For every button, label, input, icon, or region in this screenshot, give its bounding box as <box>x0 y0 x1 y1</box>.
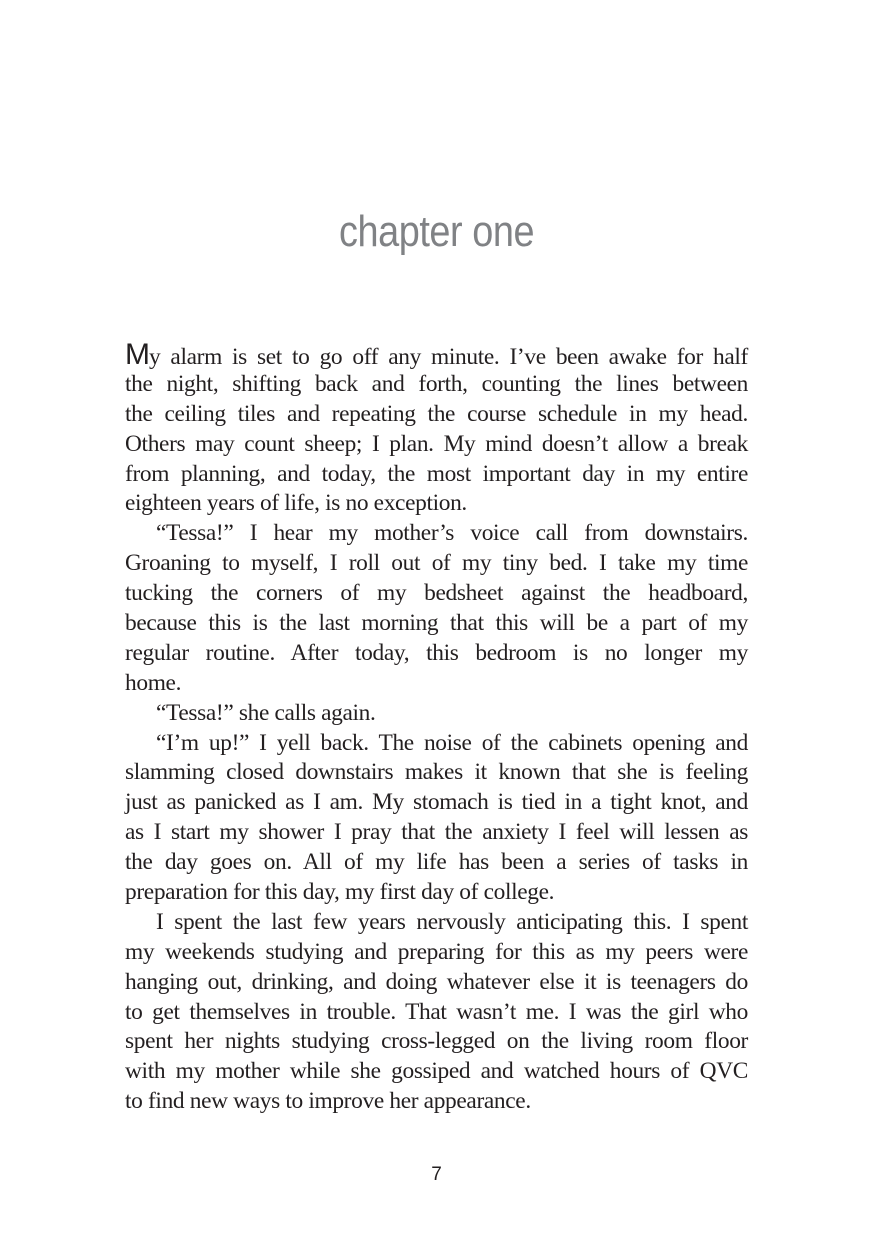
text-line: preparation for this day, my first day of college. <box>125 879 555 906</box>
text-line: because this is the last morning that this will be a part of my <box>125 610 748 637</box>
text-line <box>125 340 748 370</box>
text-line: as I start my shower I pray that the anxiety I feel will lessen as <box>125 819 748 846</box>
chapter-title: chapter one <box>339 207 535 256</box>
text-line: eighteen years of life, is no exception. <box>125 490 467 517</box>
drop-cap: M <box>125 338 149 371</box>
page-number: 7 <box>431 1164 442 1185</box>
paragraph-2 <box>125 519 748 698</box>
text-line: “Tessa!” she calls again. <box>156 699 376 726</box>
paragraph-1 <box>125 340 748 519</box>
text-line: tucking the corners of my bedsheet against the headboard, <box>125 580 748 607</box>
text-line: home. <box>125 669 182 696</box>
paragraph-4 <box>125 729 748 908</box>
text-line: with my mother while she gossiped and watched hours of QVC <box>125 1058 748 1085</box>
text-line: regular routine. After today, this bedroom is no longer my <box>125 639 748 666</box>
text-line: the day goes on. All of my life has been a series of tasks in <box>125 849 748 876</box>
paragraph-5 <box>125 908 748 1117</box>
paragraph-3 <box>125 699 748 729</box>
text-line: the ceiling tiles and repeating the course schedule in my head. <box>125 400 748 427</box>
text-line: spent her nights studying cross-legged on the living room floor <box>125 1028 748 1055</box>
text-line: hanging out, drinking, and doing whatever else it is teenagers do <box>125 968 748 995</box>
text-line: my weekends studying and preparing for this as my peers were <box>125 938 748 965</box>
text-line: Groaning to myself, I roll out of my tiny bed. I take my time <box>125 550 748 577</box>
text-line: to get themselves in trouble. That wasn’t me. I was the girl who <box>125 998 748 1025</box>
text-line: slamming closed downstairs makes it known that she is feeling <box>125 759 748 786</box>
text-line: “Tessa!” I hear my mother’s voice call from downstairs. <box>156 520 748 547</box>
text-line: “I’m up!” I yell back. The noise of the cabinets opening and <box>156 729 748 756</box>
first-line-text: y alarm is set to go off any minute. I’ve been awake for half <box>149 344 748 370</box>
chapter-body <box>125 340 748 1117</box>
text-line: Others may count sheep; I plan. My mind doesn’t allow a break <box>125 430 748 457</box>
text-line: I spent the last few years nervously anticipating this. I spent <box>156 908 748 935</box>
text-line: just as panicked as I am. My stomach is tied in a tight knot, and <box>125 789 748 816</box>
text-line: the night, shifting back and forth, counting the lines between <box>125 370 748 397</box>
text-line: from planning, and today, the most important day in my entire <box>125 460 748 487</box>
text-line: to find new ways to improve her appearance. <box>125 1088 531 1115</box>
